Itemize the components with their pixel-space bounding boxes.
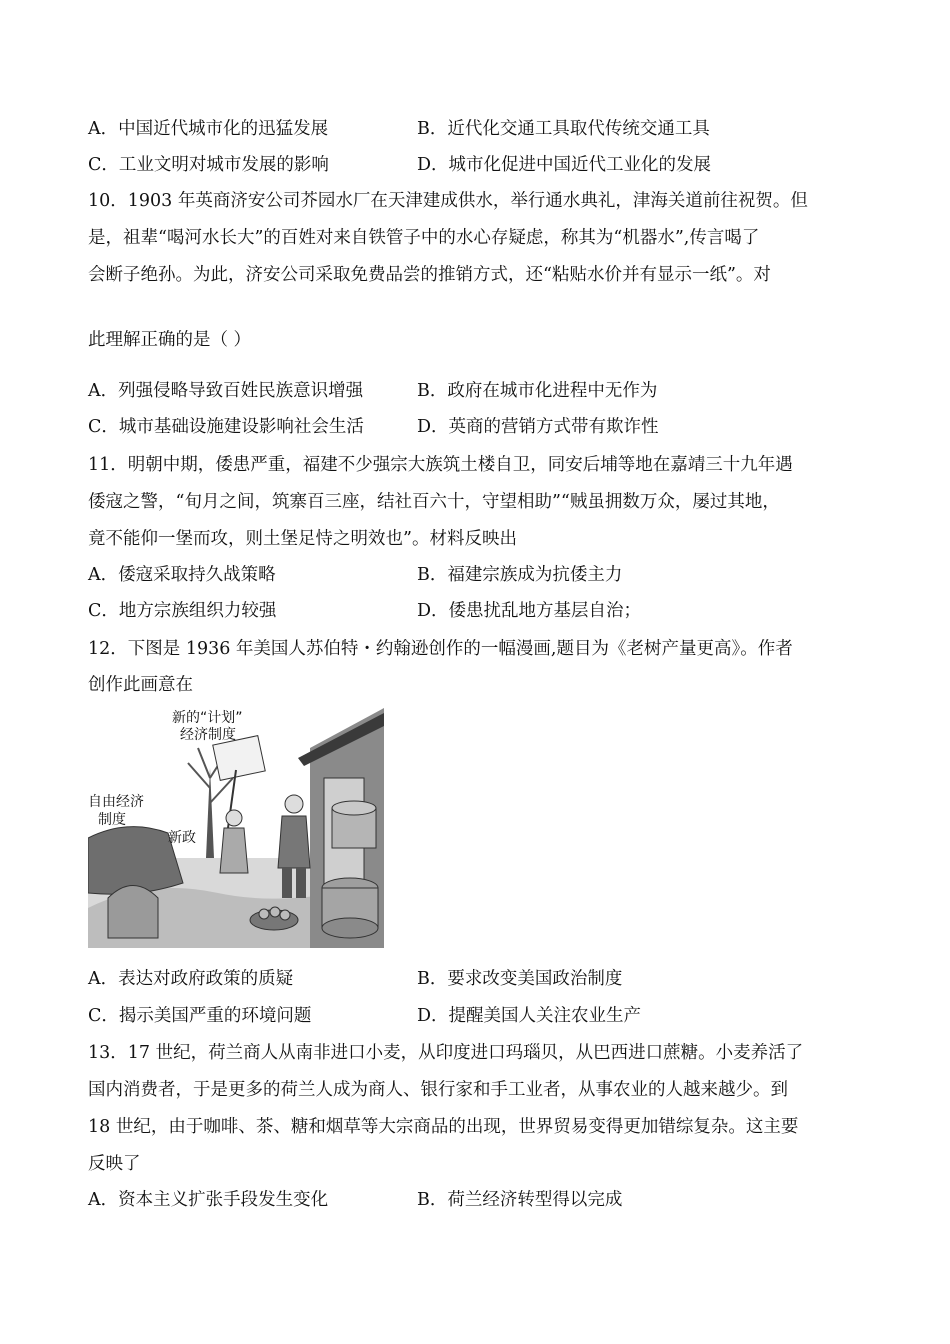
q12-stem-line2: 创作此画意在: [88, 675, 193, 695]
q11-option-c: C．地方宗族组织力较强: [88, 601, 277, 621]
q12-stem-line1: 12．下图是 1936 年美国人苏伯特・约翰逊创作的一幅漫画,题目为《老树产量更高》。作者: [88, 639, 793, 659]
q11-option-b: B．福建宗族成为抗倭主力: [417, 565, 623, 585]
q9-option-b: B．近代化交通工具取代传统交通工具: [417, 119, 710, 139]
q13-option-a: A．资本主义扩张手段发生变化: [88, 1190, 329, 1210]
cartoon-label-free-2: 制度: [98, 812, 126, 828]
q10-option-c: C．城市基础设施建设影响社会生活: [88, 417, 364, 437]
q10-option-a: A．列强侵略导致百姓民族意识增强: [88, 381, 364, 401]
q10-stem-line4: 此理解正确的是（ ）: [88, 330, 252, 350]
q10-option-d: D．英商的营销方式带有欺诈性: [417, 417, 659, 437]
q13-stem-line3: 18 世纪，由于咖啡、茶、糖和烟草等大宗商品的出现，世界贸易变得更加错综复杂。这主要: [88, 1117, 799, 1137]
q13-stem-line1: 13．17 世纪，荷兰商人从南非进口小麦，从印度进口玛瑙贝，从巴西进口蔗糖。小麦养活了: [88, 1043, 804, 1063]
q9-option-a: A．中国近代城市化的迅猛发展: [88, 119, 329, 139]
q11-stem-line2: 倭寇之警，“旬月之间，筑寨百三座，结社百六十，守望相助”“贼虽拥数万众，屡过其地，: [88, 492, 780, 512]
q12-option-a: A．表达对政府政策的质疑: [88, 969, 294, 989]
cartoon-label-newdeal: 新政: [168, 830, 196, 846]
q12-option-b: B．要求改变美国政治制度: [417, 969, 623, 989]
q10-stem-line3: 会断子绝孙。为此，济安公司采取免费品尝的推销方式，还“粘贴水价并有显示一纸”。对: [88, 265, 771, 285]
q11-option-a: A．倭寇采取持久战策略: [88, 565, 276, 585]
q10-option-b: B．政府在城市化进程中无作为: [417, 381, 658, 401]
q10-stem-line2: 是，祖辈“喝河水长大”的百姓对来自铁管子中的水心存疑虑，称其为“机器水”,传言喝了: [88, 228, 760, 248]
q11-option-d: D．倭患扰乱地方基层自治；: [417, 601, 642, 621]
q12-option-c: C．揭示美国严重的环境问题: [88, 1006, 312, 1026]
q9-option-d: D．城市化促进中国近代工业化的发展: [417, 155, 712, 175]
cartoon-label-free-1: 自由经济: [88, 794, 144, 810]
q11-stem-line1: 11．明朝中期，倭患严重，福建不少强宗大族筑土楼自卫，同安后埔等地在嘉靖三十九年遇: [88, 455, 793, 475]
cartoon-illustration: [88, 708, 384, 948]
cartoon-label-plan-1: 新的“计划”: [172, 710, 243, 726]
cartoon-figure: [88, 708, 384, 948]
q12-option-d: D．提醒美国人关注农业生产: [417, 1006, 642, 1026]
q13-option-b: B．荷兰经济转型得以完成: [417, 1190, 623, 1210]
q13-stem-line4: 反映了: [88, 1154, 141, 1174]
q10-stem-line1: 10．1903 年英商济安公司芥园水厂在天津建成供水，举行通水典礼，津海关道前往祝贺。但: [88, 191, 808, 211]
cartoon-label-plan-2: 经济制度: [180, 727, 236, 743]
q9-option-c: C．工业文明对城市发展的影响: [88, 155, 329, 175]
q13-stem-line2: 国内消费者，于是更多的荷兰人成为商人、银行家和手工业者，从事农业的人越来越少。到: [88, 1080, 788, 1100]
q11-stem-line3: 竟不能仰一堡而攻，则土堡足恃之明效也”。材料反映出: [88, 529, 517, 549]
